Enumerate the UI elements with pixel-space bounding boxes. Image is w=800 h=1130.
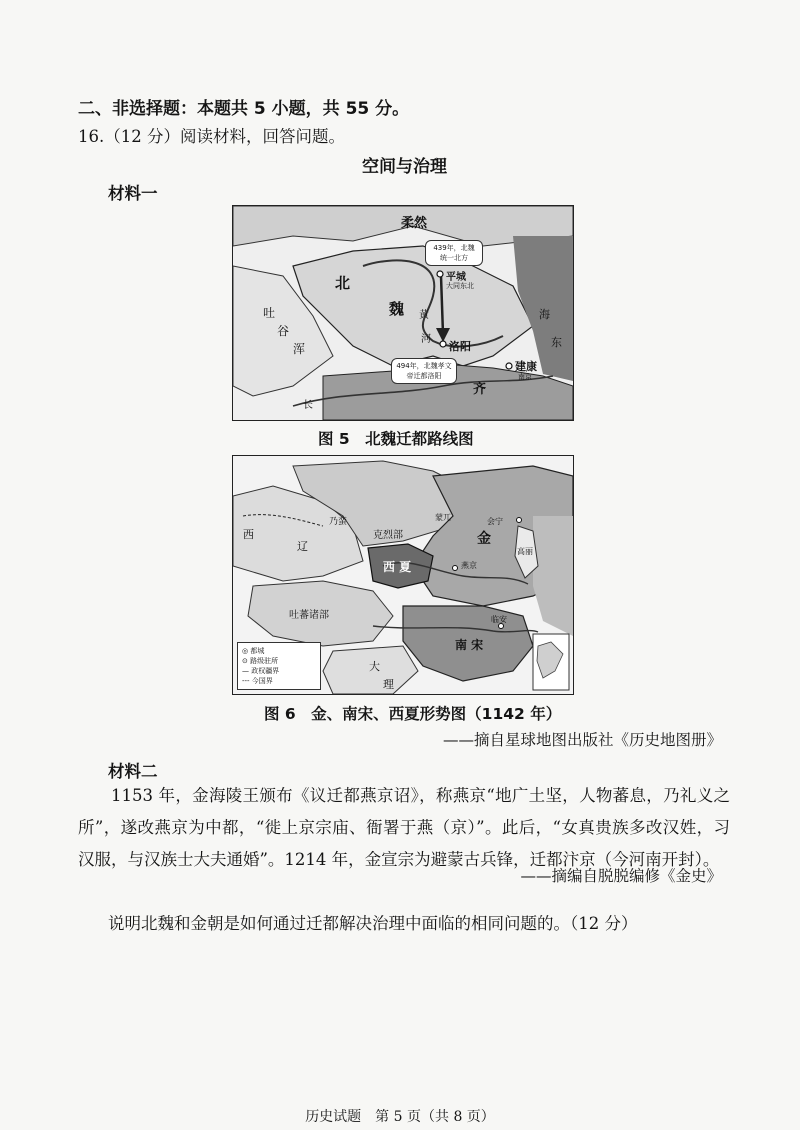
label-dali-1: 大 [369, 660, 380, 673]
label-jiankang: 建康 [515, 360, 537, 373]
label-bei: 北 [335, 274, 351, 292]
section-heading: 二、非选择题：本题共 5 小题，共 55 分。 [78, 99, 410, 119]
label-naiman: 乃蛮 [329, 517, 348, 527]
label-dong: 东 [551, 336, 562, 349]
label-tubo: 吐蕃诸部 [289, 610, 329, 621]
figure6-source: ——摘自星球地图出版社《历史地图册》 [442, 731, 722, 749]
label-luoyang: 洛阳 [449, 340, 471, 353]
legend-item: — 政权疆界 [242, 667, 280, 675]
label-wei: 魏 [389, 300, 405, 318]
label-dali-2: 理 [383, 678, 394, 691]
label-gaoli: 高丽 [517, 547, 533, 556]
label-yanjing: 燕京 [461, 561, 477, 570]
figure6-map [232, 455, 574, 695]
label-lin-an: 临安 [491, 615, 507, 624]
label-xiliao: 西 [243, 528, 254, 541]
label-huining: 会宁 [487, 517, 503, 526]
label-chang: 长 [303, 400, 313, 411]
label-jiankang-note: 南京 [518, 373, 532, 381]
label-tuyuhun-2: 谷 [277, 324, 290, 338]
question-text: 说明北魏和金朝是如何通过迁都解决治理中面临的相同问题的。（12 分） [108, 914, 638, 933]
label-mengwu: 蒙兀 [435, 513, 451, 522]
label-jin: 金 [477, 531, 491, 547]
callout-439: 439年，北魏统一北方 [425, 240, 483, 266]
material2-label: 材料二 [108, 762, 158, 781]
figure6-legend [237, 642, 321, 690]
label-qi: 齐 [473, 382, 487, 397]
label-liao: 辽 [297, 540, 308, 553]
label-pingcheng: 平城 [446, 272, 466, 283]
label-tuyuhun-3: 浑 [293, 342, 306, 356]
callout-494: 494年，北魏孝文帝迁都洛阳 [391, 358, 457, 384]
label-hai: 海 [539, 308, 550, 321]
figure5-map [232, 205, 574, 421]
page-footer: 历史试题 第 5 页（共 8 页） [305, 1109, 495, 1125]
label-tuyuhun-1: 吐 [263, 306, 276, 320]
label-rouran: 柔然 [401, 216, 428, 231]
legend-item: --- 今国界 [242, 677, 273, 685]
material2-paragraph: 1153 年，金海陵王颁布《议迁都燕京诏》，称燕京“地广土坚，人物蕃息，乃礼义之所”，遂改燕京为中都，“徙上京宗庙、衙署于燕（京）”。此后，“女真贵族多改汉姓，习汉服，与汉族士大夫通婚”。1214 年，金宣宗为避蒙古兵锋，迁都汴京（今河南开封）。 [78, 786, 730, 869]
figure5-caption: 图 5 北魏迁都路线图 [318, 430, 474, 448]
legend-item: ⊙ 路级驻所 [242, 657, 279, 665]
label-he: 河 [421, 334, 431, 345]
material1-label: 材料一 [108, 184, 158, 203]
label-pingcheng-note: 大同东北 [446, 282, 474, 290]
figure6-caption: 图 6 金、南宋、西夏形势图（1142 年） [264, 705, 562, 723]
label-huang: 黄 [419, 310, 429, 321]
material2-source: ——摘编自脱脱编修《金史》 [520, 867, 722, 885]
label-xixia: 西 夏 [383, 560, 412, 574]
label-kelie: 克烈部 [373, 530, 403, 541]
legend-item: ◎ 都城 [242, 647, 265, 655]
question-intro: 16.（12 分）阅读材料，回答问题。 [78, 127, 345, 146]
label-nansong: 南 宋 [455, 638, 484, 652]
page-title: 空间与治理 [362, 157, 447, 177]
